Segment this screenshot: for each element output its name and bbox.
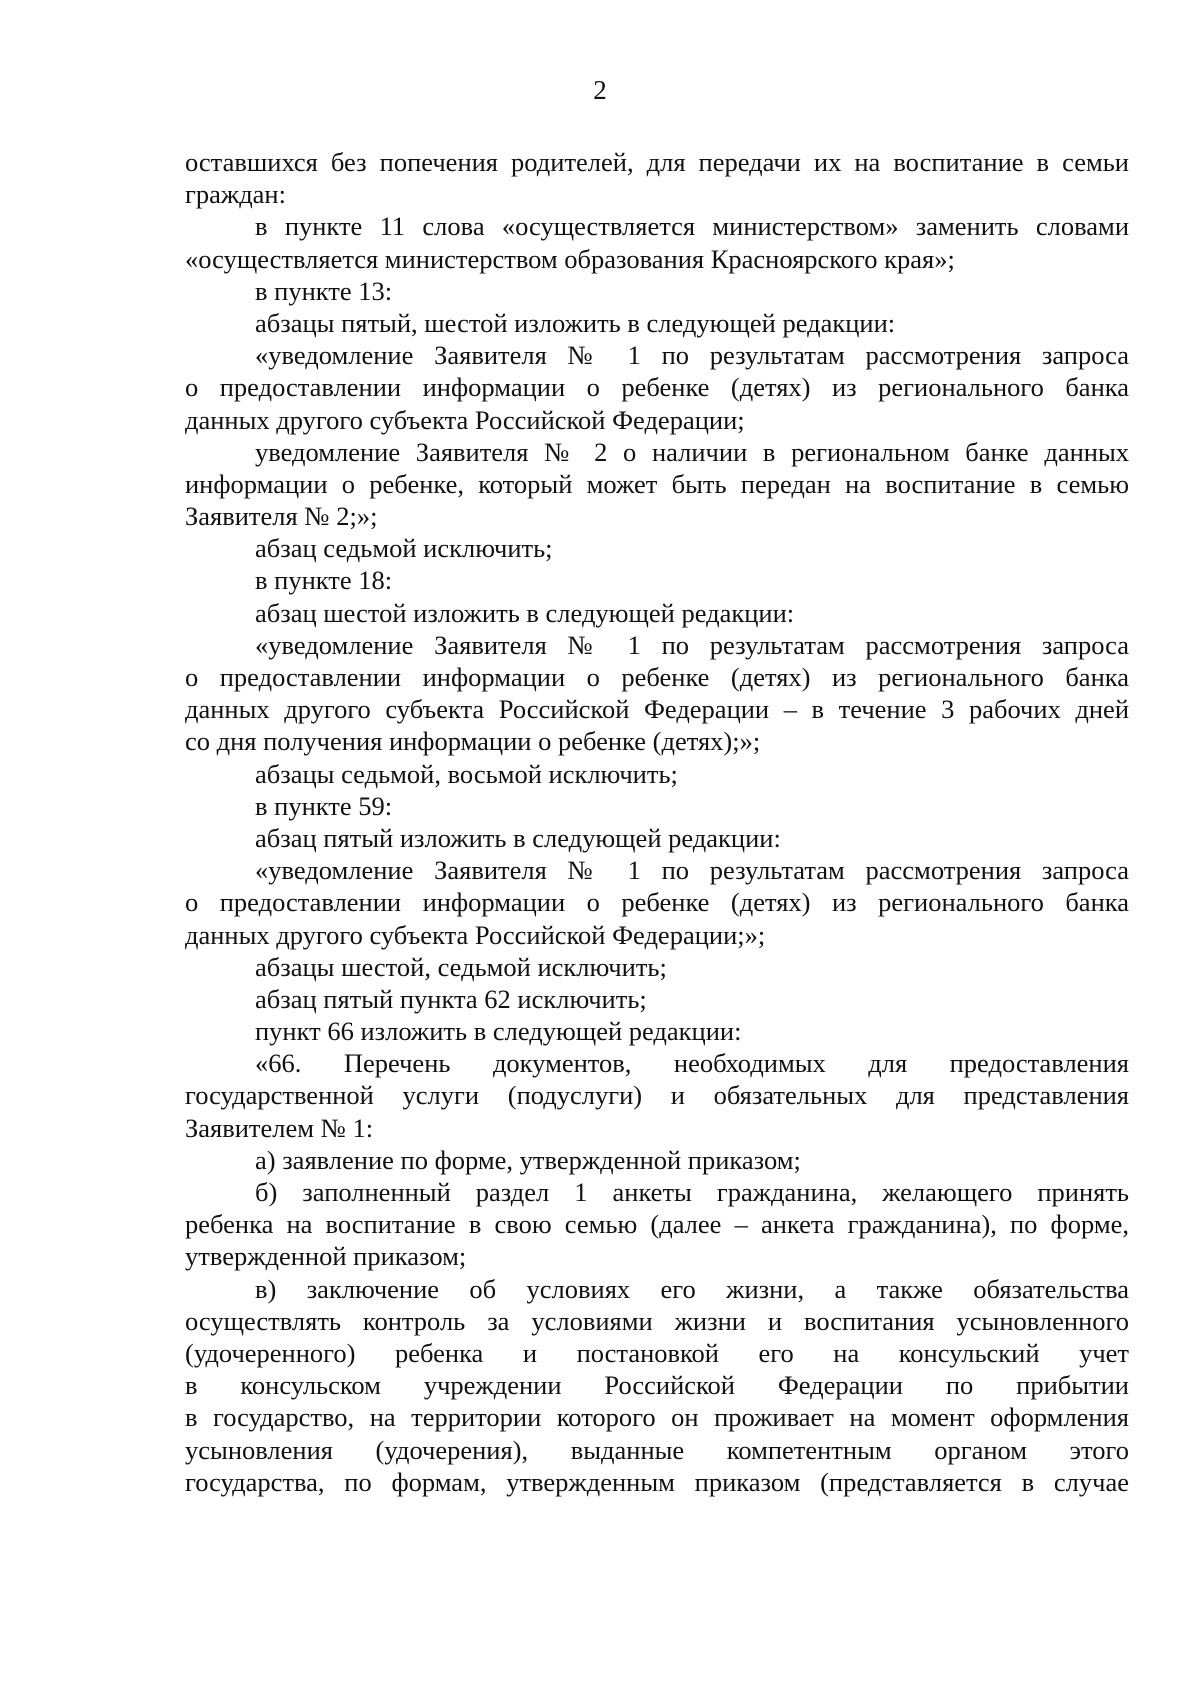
text-line: осуществлять контроль за условиями жизни и воспитания усыновленного: [185, 1305, 1129, 1336]
text-line: данных другого субъекта Российской Федерации – в течение 3 рабочих дней: [185, 694, 1129, 725]
text-line: абзац пятый изложить в следующей редакции:: [255, 822, 781, 853]
text-line: в государство, на территории которого он проживает на момент оформления: [185, 1402, 1129, 1433]
text-line: о предоставлении информации о ребенке (детях) из регионального банка: [185, 662, 1129, 692]
text-line: «уведомление Заявителя № 1 по результатам рассмотрения запроса: [255, 340, 1129, 371]
text-line: утвержденной приказом;: [185, 1241, 467, 1272]
text-line: государственной услуги (подуслуги) и обязательных для представления: [185, 1080, 1129, 1111]
text-line: граждан:: [185, 179, 286, 210]
text-line: в пункте 11 слова «осуществляется министерством» заменить словами: [255, 211, 1129, 242]
text-line: оставшихся без попечения родителей, для передачи их на воспитание в семьи: [185, 147, 1129, 177]
text-line: (удочеренного) ребенка и постановкой его на консульский учет: [185, 1337, 1129, 1368]
text-line: абзац шестой изложить в следующей редакции:: [255, 597, 795, 628]
text-line: абзац седьмой исключить;: [255, 533, 553, 564]
text-line: со дня получения информации о ребенке (детях);»;: [185, 726, 761, 757]
text-line: абзац пятый пункта 62 исключить;: [255, 983, 647, 1014]
text-line: «уведомление Заявителя № 1 по результатам рассмотрения запроса: [255, 629, 1129, 660]
text-line: Заявителя № 2;»;: [185, 501, 378, 532]
text-line: уведомление Заявителя № 2 о наличии в региональном банке данных: [255, 436, 1129, 467]
text-line: о предоставлении информации о ребенке (детях) из регионального банка: [185, 887, 1129, 918]
text-line: «осуществляется министерством образования Красноярского края»;: [185, 243, 955, 274]
text-line: б) заполненный раздел 1 анкеты гражданина, желающего принять: [255, 1177, 1129, 1207]
text-line: усыновления (удочерения), выданные компетентным органом этого: [185, 1434, 1129, 1465]
text-line: абзацы пятый, шестой изложить в следующей редакции:: [255, 307, 896, 338]
text-line: о предоставлении информации о ребенке (детях) из регионального банка: [185, 372, 1129, 403]
text-line: «уведомление Заявителя № 1 по результатам рассмотрения запроса: [255, 855, 1129, 886]
text-line: в консульском учреждении Российской Федерации по прибытии: [185, 1370, 1129, 1401]
text-line: ребенка на воспитание в свою семью (далее – анкета гражданина), по форме,: [185, 1209, 1129, 1240]
text-line: Заявителем № 1:: [185, 1112, 374, 1143]
text-line: пункт 66 изложить в следующей редакции:: [255, 1016, 742, 1047]
document-body: [185, 146, 1129, 1498]
text-line: в пункте 13:: [255, 275, 393, 306]
text-line: в) заключение об условиях его жизни, а также обязательства: [255, 1273, 1129, 1304]
text-line: в пункте 18:: [255, 565, 393, 596]
text-line: а) заявление по форме, утвержденной приказом;: [255, 1144, 801, 1175]
text-line: «66. Перечень документов, необходимых для предоставления: [255, 1048, 1129, 1079]
text-line: абзацы шестой, седьмой исключить;: [255, 951, 667, 982]
text-line: абзацы седьмой, восьмой исключить;: [255, 758, 678, 789]
text-line: информации о ребенке, который может быть передан на воспитание в семью: [185, 468, 1129, 499]
text-line: данных другого субъекта Российской Федерации;»;: [185, 919, 766, 950]
text-line: в пункте 59:: [255, 790, 393, 821]
page-number: 2: [593, 75, 607, 105]
text-line: государства, по формам, утвержденным приказом (представляется в случае: [185, 1466, 1129, 1497]
text-line: данных другого субъекта Российской Федерации;: [185, 404, 745, 435]
